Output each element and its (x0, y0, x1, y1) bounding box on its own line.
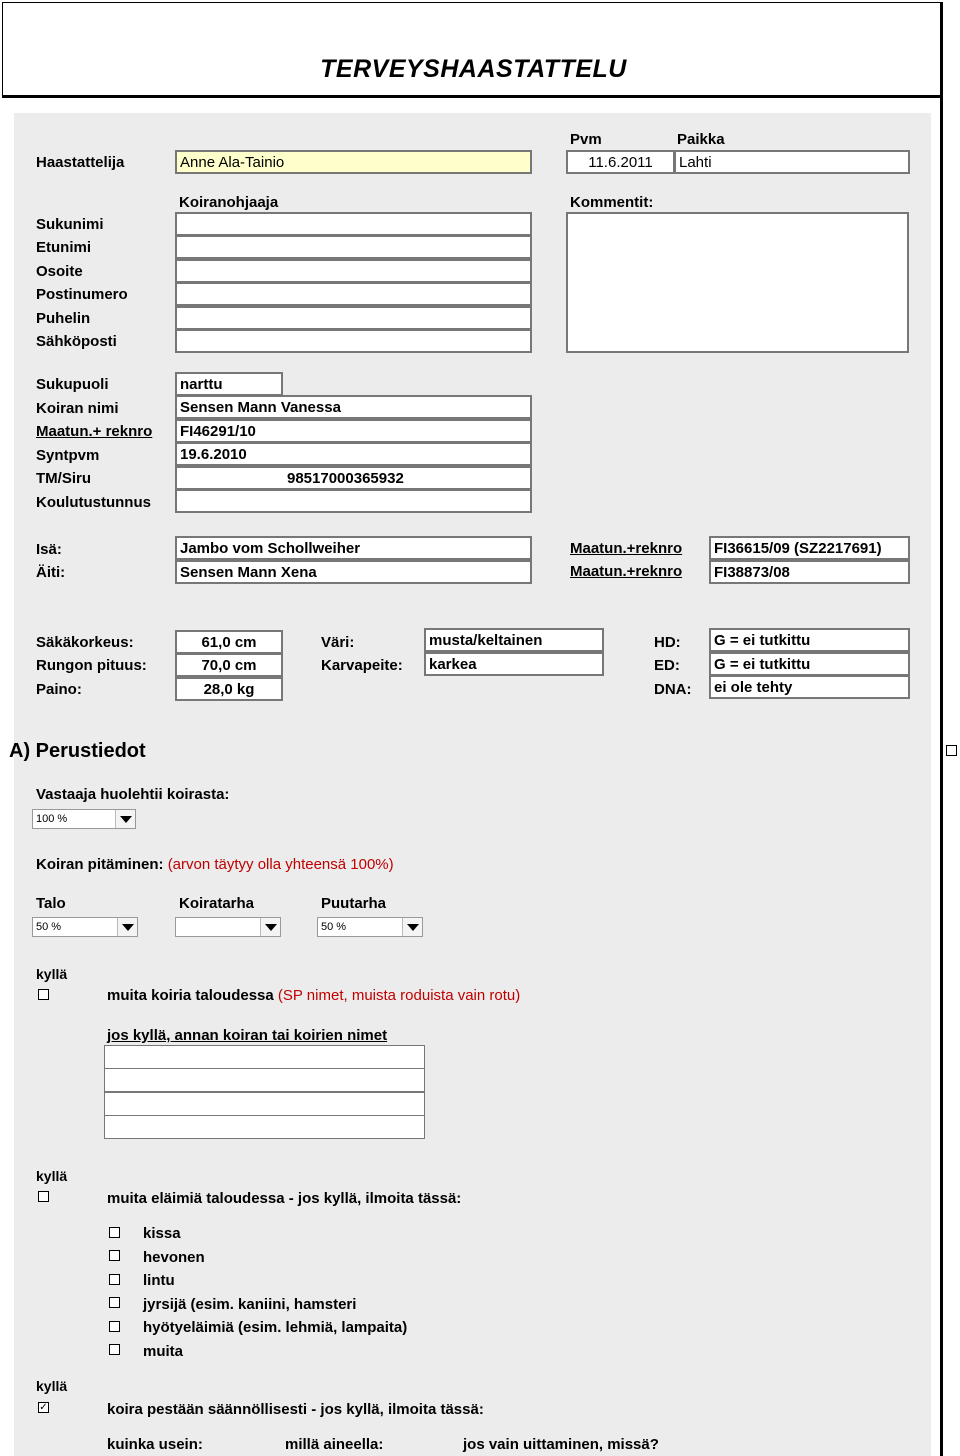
animal-label-rodent: jyrsijä (esim. kaniini, hamsteri (143, 1296, 357, 1313)
coat-field[interactable]: karkea (424, 652, 604, 676)
animal-label-other: muita (143, 1343, 184, 1360)
animal-checkbox-horse[interactable] (109, 1250, 120, 1261)
sire-field[interactable]: Jambo vom Schollweiher (175, 536, 532, 560)
place-field[interactable]: Lahti (674, 150, 910, 174)
how-often-label: kuinka usein: (107, 1436, 203, 1453)
other-dogs-line (107, 987, 520, 1004)
place-label: Paikka (677, 131, 725, 148)
dob-label: Syntpvm (36, 447, 100, 464)
chevron-down-icon[interactable] (117, 918, 137, 936)
address-field[interactable] (175, 259, 532, 283)
dna-field[interactable]: ei ole tehty (709, 675, 910, 699)
dam-field[interactable]: Sensen Mann Xena (175, 560, 532, 584)
page-title: TERVEYSHAASTATTELU (320, 55, 627, 83)
phone-label: Puhelin (36, 310, 91, 327)
chip-field[interactable]: 98517000365932 (175, 466, 532, 490)
dog-name-field[interactable]: Sensen Mann Vanessa (175, 395, 532, 419)
keeping-label: Koiran pitäminen: (36, 856, 164, 873)
phone-field[interactable] (175, 306, 532, 330)
address-label: Osoite (36, 263, 83, 280)
names-label: jos kyllä, annan koiran tai koirien nimet (107, 1027, 388, 1044)
title-box (2, 2, 943, 98)
ed-field[interactable]: G = ei tutkittu (709, 652, 910, 676)
other-animals-label: muita eläimiä taloudessa - jos kyllä, ilmoita tässä: (107, 1190, 462, 1207)
training-label: Koulutustunnus (36, 494, 151, 511)
sire-reg-field[interactable]: FI36615/09 (SZ2217691) (709, 536, 910, 560)
postcode-field[interactable] (175, 282, 532, 306)
email-label: Sähköposti (36, 333, 117, 350)
chevron-down-icon[interactable] (402, 918, 422, 936)
dog-name-row-2[interactable] (104, 1068, 425, 1092)
sire-reg-label: Maatun.+reknro (570, 540, 683, 557)
height-label: Säkäkorkeus: (36, 634, 134, 651)
yes-label: kyllä (36, 1378, 68, 1394)
regno-field[interactable]: FI46291/10 (175, 419, 532, 443)
care-dropdown-value: 100 % (36, 813, 68, 825)
washed-checkbox[interactable]: ✓ (39, 1402, 48, 1413)
kennel-dropdown[interactable] (175, 917, 281, 937)
interviewer-field[interactable]: Anne Ala-Tainio (175, 150, 532, 174)
house-dropdown-value: 50 % (36, 921, 62, 933)
color-field[interactable]: musta/keltainen (424, 628, 604, 652)
yard-dropdown-value: 50 % (321, 921, 347, 933)
kennel-label: Koiratarha (179, 895, 255, 912)
other-animals-checkbox[interactable] (38, 1191, 49, 1202)
yes-label: kyllä (36, 1168, 68, 1184)
where-label: jos vain uittaminen, missä? (463, 1436, 659, 1453)
animal-checkbox-other[interactable] (109, 1344, 120, 1355)
animal-checkbox-cat[interactable] (109, 1227, 120, 1238)
email-field[interactable] (175, 329, 532, 353)
hd-label: HD: (654, 634, 681, 651)
with-what-label: millä aineella: (285, 1436, 384, 1453)
length-field[interactable]: 70,0 cm (175, 653, 283, 677)
date-field[interactable]: 11.6.2011 (566, 150, 675, 174)
regno-label: Maatun.+ reknro (36, 423, 153, 440)
yes-label: kyllä (36, 966, 68, 982)
yard-label: Puutarha (321, 895, 387, 912)
animal-label-cat: kissa (143, 1225, 181, 1242)
dog-name-label: Koiran nimi (36, 400, 119, 417)
coat-label: Karvapeite: (321, 657, 403, 674)
training-field[interactable] (175, 489, 532, 513)
animal-label-bird: lintu (143, 1272, 175, 1289)
firstname-field[interactable] (175, 235, 532, 259)
dog-name-row-1[interactable] (104, 1045, 425, 1069)
keeping-note: (arvon täytyy olla yhteensä 100%) (167, 856, 394, 873)
section-a-checkbox[interactable] (946, 745, 957, 756)
dog-name-row-4[interactable] (104, 1115, 425, 1139)
animal-label-livestock: hyötyeläimiä (esim. lehmiä, lampaita) (143, 1319, 408, 1336)
comments-box[interactable] (566, 212, 909, 353)
handler-heading: Koiranohjaaja (179, 194, 279, 211)
keeping-line (36, 856, 394, 873)
dob-field[interactable]: 19.6.2010 (175, 442, 532, 466)
other-dogs-label: muita koiria taloudessa (107, 987, 274, 1004)
postcode-label: Postinumero (36, 286, 128, 303)
yard-dropdown[interactable] (317, 917, 423, 937)
date-label: Pvm (570, 131, 602, 148)
animal-checkbox-bird[interactable] (109, 1274, 120, 1285)
dam-reg-field[interactable]: FI38873/08 (709, 560, 910, 584)
dam-label: Äiti: (36, 564, 66, 581)
house-label: Talo (36, 895, 66, 912)
chevron-down-icon[interactable] (115, 810, 135, 828)
dna-label: DNA: (654, 681, 692, 698)
firstname-label: Etunimi (36, 239, 91, 256)
animal-label-horse: hevonen (143, 1249, 205, 1266)
care-label: Vastaaja huolehtii koirasta: (36, 786, 230, 803)
height-field[interactable]: 61,0 cm (175, 630, 283, 654)
length-label: Rungon pituus: (36, 657, 147, 674)
other-dogs-checkbox[interactable] (38, 989, 49, 1000)
color-label: Väri: (321, 634, 355, 651)
care-dropdown[interactable] (32, 809, 136, 829)
surname-field[interactable] (175, 212, 532, 236)
ed-label: ED: (654, 657, 680, 674)
right-border (940, 98, 943, 1456)
chip-label: TM/Siru (36, 470, 91, 487)
sex-field[interactable]: narttu (175, 372, 283, 396)
dog-name-row-3[interactable] (104, 1092, 425, 1116)
sex-label: Sukupuoli (36, 376, 109, 393)
animal-checkbox-rodent[interactable] (109, 1297, 120, 1308)
dam-reg-label: Maatun.+reknro (570, 563, 683, 580)
washed-label: koira pestään säännöllisesti - jos kyllä, ilmoita tässä: (107, 1401, 484, 1418)
chevron-down-icon[interactable] (260, 918, 280, 936)
weight-label: Paino: (36, 681, 82, 698)
house-dropdown[interactable] (32, 917, 138, 937)
comments-label: Kommentit: (570, 194, 654, 211)
animal-checkbox-livestock[interactable] (109, 1321, 120, 1332)
surname-label: Sukunimi (36, 216, 104, 233)
weight-field[interactable]: 28,0 kg (175, 677, 283, 701)
interviewer-label: Haastattelija (36, 154, 125, 171)
sire-label: Isä: (36, 541, 62, 558)
other-dogs-note: (SP nimet, muista roduista vain rotu) (277, 987, 521, 1004)
section-a-heading: A) Perustiedot (9, 740, 146, 762)
hd-field[interactable]: G = ei tutkittu (709, 628, 910, 652)
